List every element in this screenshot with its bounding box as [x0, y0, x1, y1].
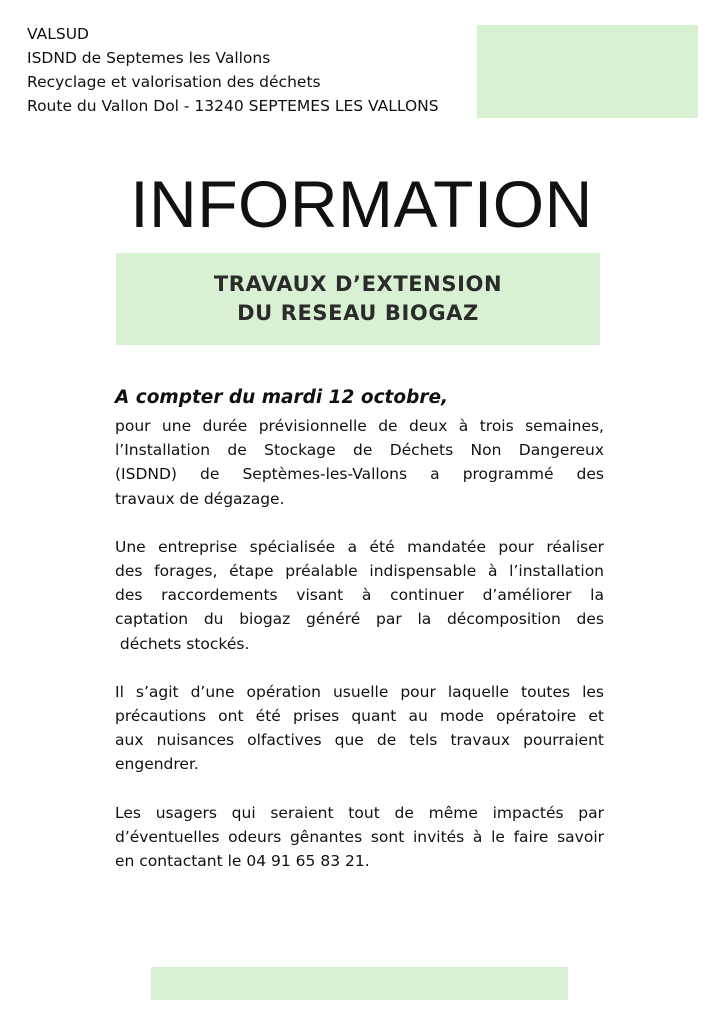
paragraph-contractor	[115, 535, 604, 656]
logo-placeholder-box	[477, 25, 698, 118]
paragraph-line: des raccordements visant à continuer d’améliorer la	[115, 586, 604, 605]
paragraph-line: l’Installation de Stockage de Déchets Non Dangereux	[115, 441, 604, 460]
subtitle-line-1: TRAVAUX D’EXTENSION	[213, 272, 503, 296]
paragraph-contact	[115, 801, 604, 874]
paragraph-line: (ISDND) de Septèmes-les-Vallons a programmé des	[115, 465, 604, 484]
site-activity: Recyclage et valorisation des déchets	[27, 73, 321, 91]
lead-date-heading: A compter du mardi 12 octobre,	[115, 387, 449, 408]
sender-address-block	[27, 22, 477, 118]
paragraph-precautions	[115, 680, 604, 777]
paragraph-line: déchets stockés.	[115, 634, 250, 653]
subtitle-line-2: DU RESEAU BIOGAZ	[237, 301, 479, 325]
paragraph-line: pour une durée prévisionnelle de deux à trois semaines,	[115, 417, 604, 435]
notice-body	[115, 384, 604, 897]
paragraph-line: Les usagers qui seraient tout de même impactés par	[115, 803, 604, 822]
paragraph-line: aux nuisances olfactives que de tels travaux pourraient	[115, 731, 604, 750]
paragraph-line: engendrer.	[115, 755, 199, 774]
paragraph-schedule	[115, 414, 604, 511]
paragraph-line: Il s’agit d’une opération usuelle pour laquelle toutes les	[115, 682, 604, 701]
postal-address: Route du Vallon Dol - 13240 SEPTEMES LES VALLONS	[27, 97, 439, 115]
paragraph-line: d’éventuelles odeurs gênantes sont invités à le faire savoir	[115, 827, 604, 846]
footer-band	[151, 967, 568, 1000]
paragraph-line: des forages, étape préalable indispensable à l’installation	[115, 562, 604, 581]
paragraph-line: Une entreprise spécialisée a été mandatée pour réaliser	[115, 537, 604, 556]
paragraph-line: précautions ont été prises quant au mode opératoire et	[115, 707, 604, 726]
page-title: INFORMATION	[130, 167, 593, 241]
paragraph-line: travaux de dégazage.	[115, 489, 285, 508]
company-name: VALSUD	[27, 25, 89, 43]
site-name: ISDND de Septemes les Vallons	[27, 49, 271, 67]
subtitle-banner	[116, 253, 600, 345]
contact-phone-line: en contactant le 04 91 65 83 21.	[115, 852, 370, 871]
paragraph-line: captation du biogaz généré par la décomposition des	[115, 610, 604, 629]
